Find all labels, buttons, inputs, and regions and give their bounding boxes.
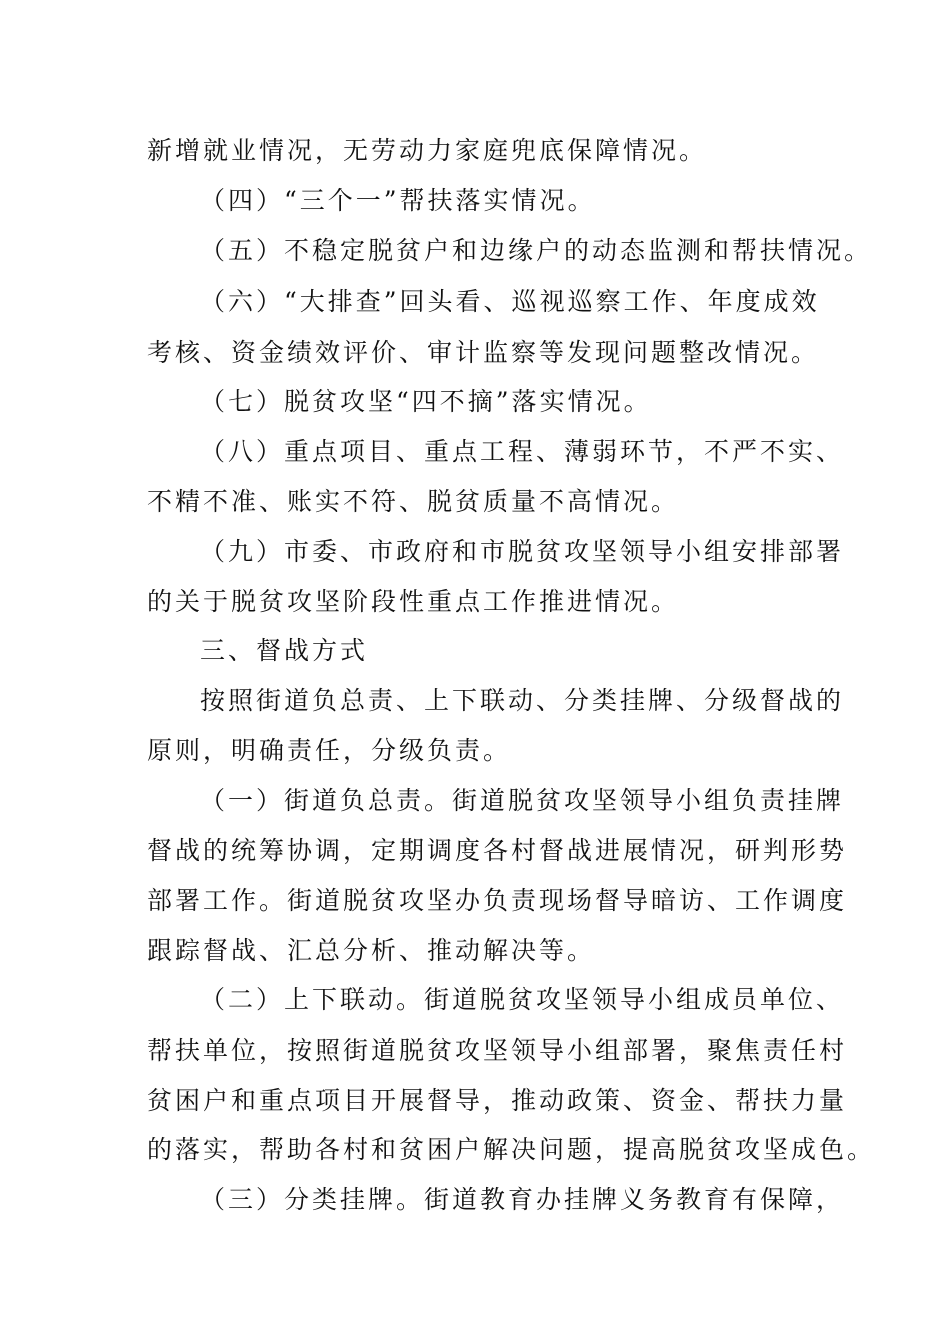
text-line: 新增就业情况，无劳动力家庭兜底保障情况。 [147, 136, 708, 165]
section-heading: 三、督战方式 [200, 636, 369, 665]
text-line: 督战的统筹协调，定期调度各村督战进展情况，研判形势 [147, 836, 848, 865]
text-line: 帮扶单位，按照街道脱贫攻坚领导小组部署，聚焦责任村 [147, 1036, 848, 1065]
text-line: 原则，明确责任，分级负责。 [147, 736, 512, 765]
text-line: （二）上下联动。街道脱贫攻坚领导小组成员单位、 [200, 985, 845, 1014]
text-line: 部署工作。街道脱贫攻坚办负责现场督导暗访、工作调度 [147, 886, 848, 915]
text-line: （八）重点项目、重点工程、薄弱环节，不严不实、 [200, 437, 845, 466]
text-line: 考核、资金绩效评价、审计监察等发现问题整改情况。 [147, 338, 820, 367]
text-line: 不精不准、账实不符、脱贫质量不高情况。 [147, 487, 680, 516]
text-line: （七）脱贫攻坚“四不摘”落实情况。 [200, 387, 652, 416]
text-line: （九）市委、市政府和市脱贫攻坚领导小组安排部署 [200, 537, 845, 566]
text-line: 按照街道负总责、上下联动、分类挂牌、分级督战的 [200, 686, 845, 715]
text-line: 贫困户和重点项目开展督导，推动政策、资金、帮扶力量 [147, 1086, 848, 1115]
text-line: 的落实，帮助各村和贫困户解决问题，提高脱贫攻坚成色。 [147, 1135, 876, 1164]
text-line: 的关于脱贫攻坚阶段性重点工作推进情况。 [147, 587, 680, 616]
text-line: （五）不稳定脱贫户和边缘户的动态监测和帮扶情况。 [200, 236, 873, 265]
text-line: （四）“三个一”帮扶落实情况。 [200, 186, 596, 215]
text-line: （一）街道负总责。街道脱贫攻坚领导小组负责挂牌 [200, 786, 845, 815]
text-line: 跟踪督战、汇总分析、推动解决等。 [147, 936, 596, 965]
text-line: （六）“大排查”回头看、巡视巡察工作、年度成效 [200, 287, 820, 316]
text-line: （三）分类挂牌。街道教育办挂牌义务教育有保障， [200, 1185, 845, 1214]
